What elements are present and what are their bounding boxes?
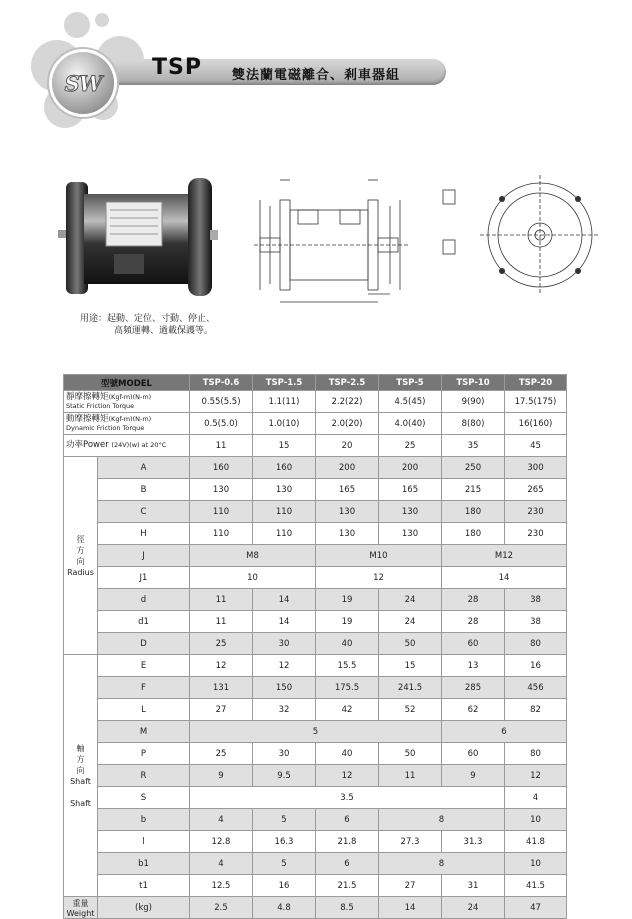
- cell: 19: [316, 611, 379, 633]
- table-row: [64, 545, 567, 567]
- cell: 3.5: [190, 787, 505, 809]
- cell: 8(80): [442, 413, 505, 435]
- cell: 11: [190, 611, 253, 633]
- cell: 19: [316, 589, 379, 611]
- param-l: l: [98, 831, 190, 853]
- cell: 31: [442, 875, 505, 897]
- cell: 250: [442, 457, 505, 479]
- cell: 300: [505, 457, 567, 479]
- param-H: H: [98, 523, 190, 545]
- param-A: A: [98, 457, 190, 479]
- cell: 15: [253, 435, 316, 457]
- weight-unit: (kg): [98, 897, 190, 919]
- cell: 4.8: [253, 897, 316, 919]
- usage-line-2: 高頻運轉、過載保護等。: [114, 326, 214, 336]
- decor-circle: [95, 13, 109, 27]
- cell: 285: [442, 677, 505, 699]
- cell: 38: [505, 611, 567, 633]
- table-row: [64, 523, 567, 545]
- cell: 130: [316, 501, 379, 523]
- param-C: C: [98, 501, 190, 523]
- table-row-weight: [64, 897, 567, 919]
- cell: 28: [442, 589, 505, 611]
- cell: 9: [190, 765, 253, 787]
- cell: 21.5: [316, 875, 379, 897]
- cell: 14: [379, 897, 442, 919]
- param-B: B: [98, 479, 190, 501]
- cell: 180: [442, 523, 505, 545]
- cell: 60: [442, 633, 505, 655]
- cell: 160: [253, 457, 316, 479]
- cell: 265: [505, 479, 567, 501]
- cell: 5: [253, 853, 316, 875]
- cell: M8: [190, 545, 316, 567]
- cell: 130: [190, 479, 253, 501]
- cell: 4: [190, 809, 253, 831]
- cell: 24: [442, 897, 505, 919]
- cell: 200: [379, 457, 442, 479]
- table-row: [64, 589, 567, 611]
- model-col: TSP-10: [442, 375, 505, 391]
- cell: 14: [253, 611, 316, 633]
- cell: 38: [505, 589, 567, 611]
- cell: 1.1(11): [253, 391, 316, 413]
- cell: 25: [190, 743, 253, 765]
- cell: 4.0(40): [379, 413, 442, 435]
- table-row: [64, 699, 567, 721]
- product-title: 雙法蘭電磁離合、剎車器組: [232, 68, 401, 83]
- cell: 165: [379, 479, 442, 501]
- decor-circle: [64, 12, 90, 38]
- row-label-dynamic: 動摩擦轉矩(Kgf-m)(N-m) Dynamic Friction Torque: [64, 413, 190, 435]
- cell: 4: [190, 853, 253, 875]
- cell: 11: [190, 435, 253, 457]
- cell: 13: [442, 655, 505, 677]
- cell: 40: [316, 743, 379, 765]
- param-b1: b1: [98, 853, 190, 875]
- cell: 10: [190, 567, 316, 589]
- table-row: [64, 501, 567, 523]
- cell: 24: [379, 611, 442, 633]
- group-shaft: 軸 方 向 Shaft Shaft: [64, 655, 98, 897]
- param-F: F: [98, 677, 190, 699]
- cell: 50: [379, 633, 442, 655]
- cell: 215: [442, 479, 505, 501]
- table-row: [64, 611, 567, 633]
- cell: 50: [379, 743, 442, 765]
- model-col: TSP-2.5: [316, 375, 379, 391]
- cell: 175.5: [316, 677, 379, 699]
- sw-logo: SW: [52, 52, 114, 114]
- cell: 10: [505, 853, 567, 875]
- cell: 14: [442, 567, 567, 589]
- cell: 80: [505, 743, 567, 765]
- model-col: TSP-0.6: [190, 375, 253, 391]
- cell: 12: [316, 567, 442, 589]
- cell: 131: [190, 677, 253, 699]
- cell: 31.3: [442, 831, 505, 853]
- param-d: d: [98, 589, 190, 611]
- param-S: S: [98, 787, 190, 809]
- cell: 80: [505, 633, 567, 655]
- cell: 27.3: [379, 831, 442, 853]
- cell: 456: [505, 677, 567, 699]
- cell: 12: [190, 655, 253, 677]
- cell: 16: [253, 875, 316, 897]
- cell: 10: [505, 809, 567, 831]
- table-row: [64, 721, 567, 743]
- cell: 47: [505, 897, 567, 919]
- row-label-static: 靜摩擦轉矩(Kgf-m)(N-m) Static Friction Torque: [64, 391, 190, 413]
- table-row: [64, 655, 567, 677]
- cell: 32: [253, 699, 316, 721]
- cell: 16.3: [253, 831, 316, 853]
- header: [0, 0, 632, 140]
- cell: 62: [442, 699, 505, 721]
- cell: 130: [379, 501, 442, 523]
- cell: 0.5(5.0): [190, 413, 253, 435]
- cell: 6: [316, 853, 379, 875]
- cell: 25: [379, 435, 442, 457]
- cell: 52: [379, 699, 442, 721]
- cell: 150: [253, 677, 316, 699]
- param-P: P: [98, 743, 190, 765]
- cell: 4: [505, 787, 567, 809]
- table-row: [64, 435, 567, 457]
- cell: 41.8: [505, 831, 567, 853]
- cell: 16: [505, 655, 567, 677]
- table-row: [64, 853, 567, 875]
- model-col: TSP-1.5: [253, 375, 316, 391]
- cell: 1.0(10): [253, 413, 316, 435]
- cell: 180: [442, 501, 505, 523]
- table-row: [64, 765, 567, 787]
- table-row: [64, 633, 567, 655]
- cell: 8: [379, 853, 505, 875]
- model-header: 型號MODEL: [64, 375, 190, 391]
- model-col: TSP-5: [379, 375, 442, 391]
- table-row: [64, 787, 567, 809]
- cell: 5: [253, 809, 316, 831]
- product-photo: [58, 172, 218, 300]
- table-row: [64, 457, 567, 479]
- cell: 12: [505, 765, 567, 787]
- cell: 15.5: [316, 655, 379, 677]
- row-label-power: 功率Power (24V)(w) at 20°C: [64, 435, 190, 457]
- cell: 30: [253, 633, 316, 655]
- cell: 110: [190, 523, 253, 545]
- cell: 12.5: [190, 875, 253, 897]
- cell: 15: [379, 655, 442, 677]
- cell: 17.5(175): [505, 391, 567, 413]
- weight-label: 重量Weight: [64, 897, 98, 919]
- cell: 160: [190, 457, 253, 479]
- cell: 110: [190, 501, 253, 523]
- table-row: [64, 567, 567, 589]
- param-R: R: [98, 765, 190, 787]
- cell: 27: [379, 875, 442, 897]
- table-header-row: [64, 375, 567, 391]
- param-b: b: [98, 809, 190, 831]
- cell: 230: [505, 523, 567, 545]
- cell: 6: [442, 721, 567, 743]
- cell: 9(90): [442, 391, 505, 413]
- cell: 11: [190, 589, 253, 611]
- table-row: [64, 831, 567, 853]
- table-row: [64, 677, 567, 699]
- cell: 5: [190, 721, 442, 743]
- cell: 2.5: [190, 897, 253, 919]
- table-row: [64, 875, 567, 897]
- cell: 27: [190, 699, 253, 721]
- cell: 0.55(5.5): [190, 391, 253, 413]
- cell: 41.5: [505, 875, 567, 897]
- cell: 12: [316, 765, 379, 787]
- cell: 21.8: [316, 831, 379, 853]
- cell: 24: [379, 589, 442, 611]
- param-J1: J1: [98, 567, 190, 589]
- cell: 82: [505, 699, 567, 721]
- param-J: J: [98, 545, 190, 567]
- cell: 28: [442, 611, 505, 633]
- cell: 60: [442, 743, 505, 765]
- cell: 25: [190, 633, 253, 655]
- cell: 12: [253, 655, 316, 677]
- table-row: [64, 391, 567, 413]
- cell: 12.8: [190, 831, 253, 853]
- cell: 9: [442, 765, 505, 787]
- cell: 165: [316, 479, 379, 501]
- model-col: TSP-20: [505, 375, 567, 391]
- param-t1: t1: [98, 875, 190, 897]
- cell: 8.5: [316, 897, 379, 919]
- cell: 6: [316, 809, 379, 831]
- cell: M12: [442, 545, 567, 567]
- table-row: [64, 413, 567, 435]
- cell: 45: [505, 435, 567, 457]
- cell: 4.5(45): [379, 391, 442, 413]
- group-radius: 徑 方 向 Radius: [64, 457, 98, 655]
- cell: 20: [316, 435, 379, 457]
- cell: 2.0(20): [316, 413, 379, 435]
- cell: 200: [316, 457, 379, 479]
- cell: 130: [316, 523, 379, 545]
- cell: 14: [253, 589, 316, 611]
- cell: 16(160): [505, 413, 567, 435]
- cell: 110: [253, 501, 316, 523]
- model-title: TSP: [152, 55, 202, 80]
- param-M: M: [98, 721, 190, 743]
- cell: 40: [316, 633, 379, 655]
- param-E: E: [98, 655, 190, 677]
- table-row: [64, 479, 567, 501]
- technical-drawing: [240, 170, 610, 320]
- param-D: D: [98, 633, 190, 655]
- param-d1: d1: [98, 611, 190, 633]
- cell: 130: [379, 523, 442, 545]
- table-row: [64, 809, 567, 831]
- cell: 230: [505, 501, 567, 523]
- cell: 110: [253, 523, 316, 545]
- table-row: [64, 743, 567, 765]
- cell: 8: [379, 809, 505, 831]
- cell: 130: [253, 479, 316, 501]
- param-L: L: [98, 699, 190, 721]
- cell: M10: [316, 545, 442, 567]
- cell: 35: [442, 435, 505, 457]
- cell: 2.2(22): [316, 391, 379, 413]
- cell: 30: [253, 743, 316, 765]
- spec-table: [63, 374, 567, 919]
- usage-line-1: 用途：起動、定位、寸動、停止、: [80, 314, 216, 324]
- cell: 11: [379, 765, 442, 787]
- cell: 241.5: [379, 677, 442, 699]
- cell: 9.5: [253, 765, 316, 787]
- usage-note: [80, 313, 215, 337]
- cell: 42: [316, 699, 379, 721]
